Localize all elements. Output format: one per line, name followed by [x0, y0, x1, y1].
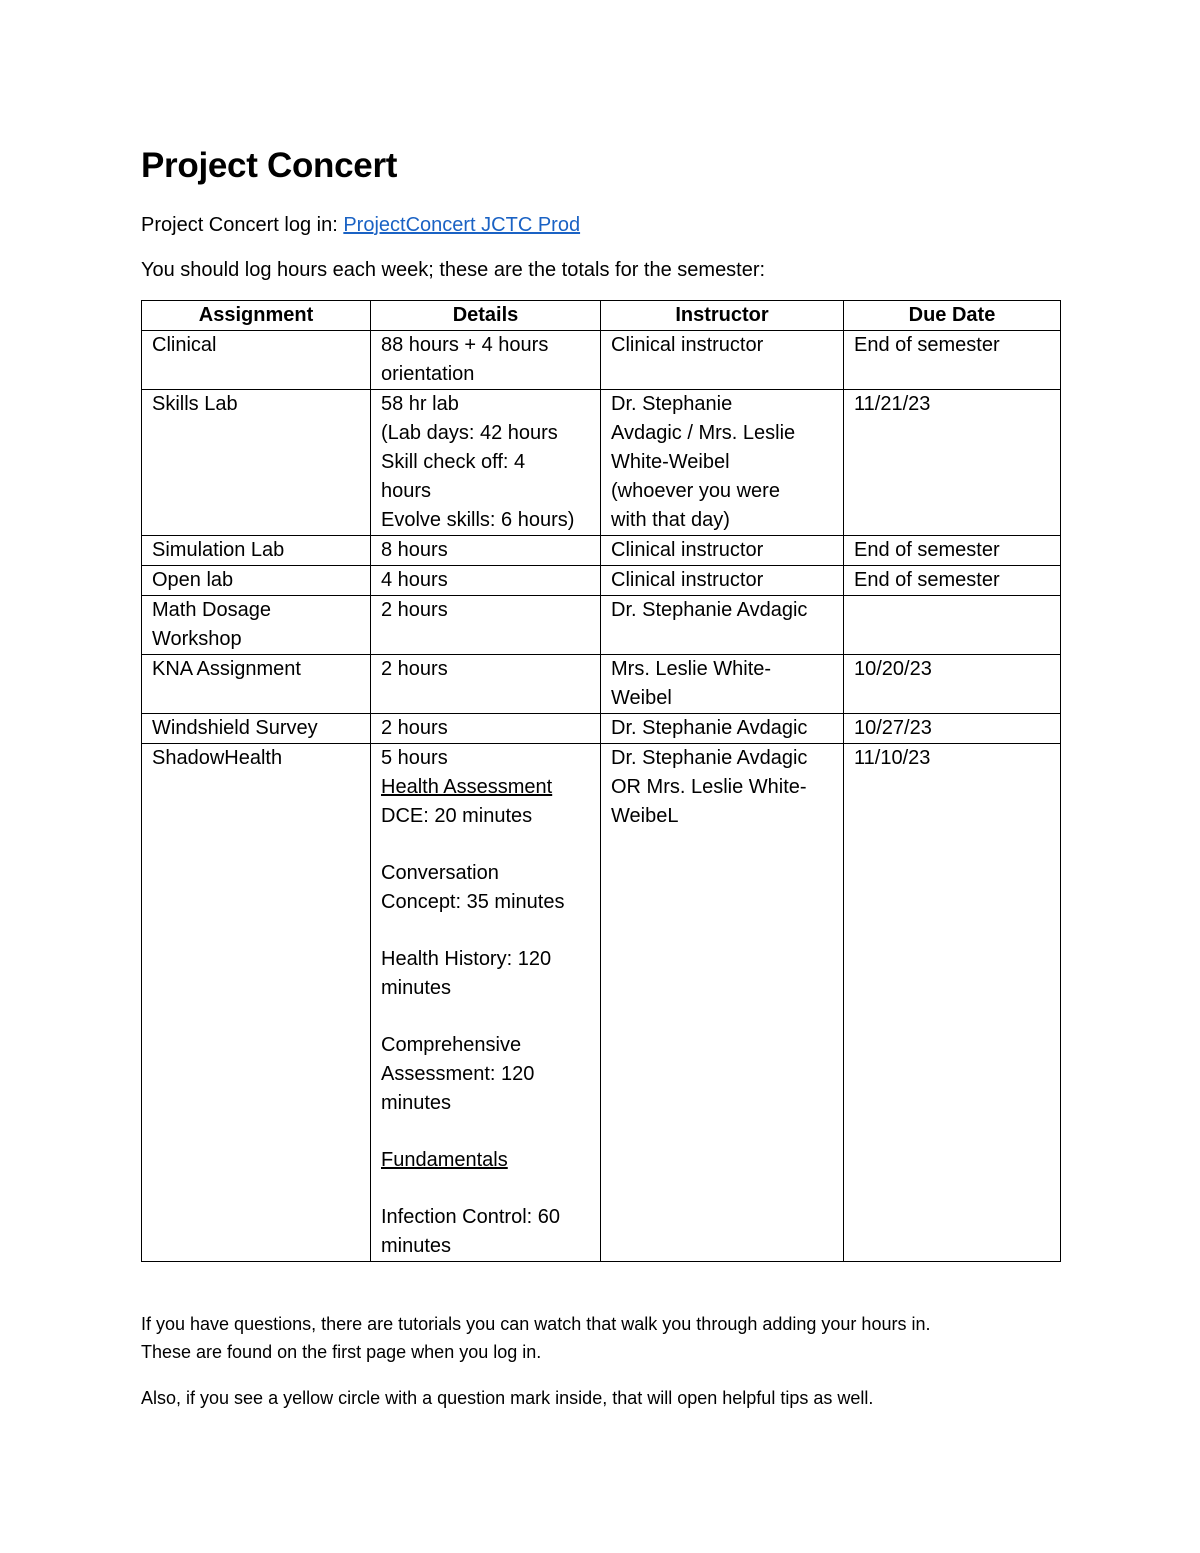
page-title: Project Concert — [141, 146, 398, 185]
cell-details: 2 hours — [371, 655, 601, 714]
cell-assignment: Open lab — [142, 566, 371, 596]
cell-details: 58 hr lab (Lab days: 42 hours Skill check off: 4 hours Evolve skills: 6 hours) — [371, 390, 601, 536]
cell-instructor: Dr. Stephanie Avdagic OR Mrs. Leslie White- WeibeL — [601, 744, 844, 1262]
login-label: Project Concert log in: — [141, 214, 338, 236]
cell-instructor: Mrs. Leslie White- Weibel — [601, 655, 844, 714]
cell-assignment: Simulation Lab — [142, 536, 371, 566]
cell-instructor: Dr. Stephanie Avdagic — [601, 596, 844, 655]
cell-assignment: Math Dosage Workshop — [142, 596, 371, 655]
cell-instructor: Dr. Stephanie Avdagic / Mrs. Leslie White-Weibel (whoever you were with that day) — [601, 390, 844, 536]
table-row — [142, 596, 1061, 655]
header-instructor: Instructor — [601, 301, 844, 331]
cell-due-date: 10/27/23 — [844, 714, 1061, 744]
cell-assignment: Windshield Survey — [142, 714, 371, 744]
cell-due-date — [844, 596, 1061, 655]
footer-notes — [141, 1310, 1061, 1412]
cell-due-date: End of semester — [844, 536, 1061, 566]
table-row — [142, 331, 1061, 390]
table-row — [142, 566, 1061, 596]
cell-instructor: Clinical instructor — [601, 566, 844, 596]
cell-instructor: Clinical instructor — [601, 536, 844, 566]
login-line — [141, 211, 1061, 239]
cell-details: 2 hours — [371, 714, 601, 744]
cell-details: 4 hours — [371, 566, 601, 596]
table-row — [142, 744, 1061, 1262]
cell-details: 5 hours Health Assessment DCE: 20 minutes Conversation Concept: 35 minutes Health History: 120 minutes Comprehensive Assessment: 120 minutes Fundamentals Infection Control: 60 minutes — [371, 744, 601, 1262]
cell-instructor: Dr. Stephanie Avdagic — [601, 714, 844, 744]
intro-text: You should log hours each week; these are the totals for the semester: — [141, 259, 766, 281]
help-tip-note: Also, if you see a yellow circle with a question mark inside, that will open helpful tips as well. — [141, 1388, 874, 1408]
tutorial-note: If you have questions, there are tutorials you can watch that walk you through adding your hours in. These are found on the first page when you log in. — [141, 1314, 931, 1362]
table-header-row — [142, 301, 1061, 331]
cell-details: 2 hours — [371, 596, 601, 655]
section-heading-health-assessment: Health Assessment — [381, 776, 553, 798]
cell-instructor: Clinical instructor — [601, 331, 844, 390]
cell-due-date: End of semester — [844, 331, 1061, 390]
cell-due-date: 11/21/23 — [844, 390, 1061, 536]
project-concert-login-link[interactable]: ProjectConcert JCTC Prod — [343, 214, 581, 236]
cell-assignment: KNA Assignment — [142, 655, 371, 714]
cell-assignment: Clinical — [142, 331, 371, 390]
cell-due-date: 10/20/23 — [844, 655, 1061, 714]
cell-assignment: Skills Lab — [142, 390, 371, 536]
table-row — [142, 714, 1061, 744]
header-assignment: Assignment — [142, 301, 371, 331]
cell-details: 88 hours + 4 hours orientation — [371, 331, 601, 390]
header-due-date: Due Date — [844, 301, 1061, 331]
cell-due-date: End of semester — [844, 566, 1061, 596]
document-page — [141, 140, 1061, 1430]
table-row — [142, 390, 1061, 536]
cell-due-date: 11/10/23 — [844, 744, 1061, 1262]
header-details: Details — [371, 301, 601, 331]
table-row — [142, 536, 1061, 566]
cell-details: 8 hours — [371, 536, 601, 566]
section-heading-fundamentals: Fundamentals — [381, 1149, 508, 1171]
cell-assignment: ShadowHealth — [142, 744, 371, 1262]
table-row — [142, 655, 1061, 714]
hours-table — [141, 300, 1061, 1262]
